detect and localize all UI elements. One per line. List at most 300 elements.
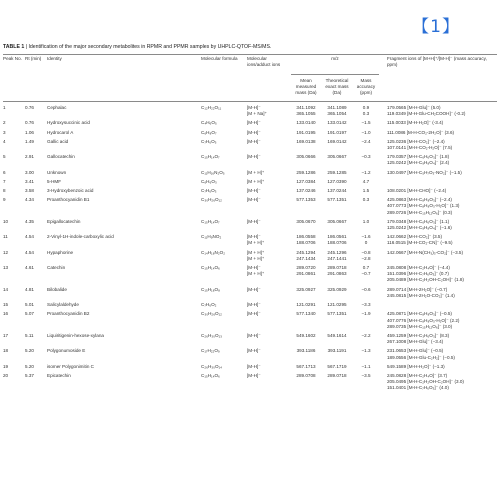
mass-accuracy: −1.9 [361,311,371,317]
theoretical-mass: 567.1719 [327,363,347,369]
mean-mass-cell [291,105,321,117]
mass-accuracy-cell [353,219,379,231]
mean-mass-cell [291,250,321,262]
fragment-cell [379,373,497,392]
mean-mass-cell [291,348,321,360]
ion-cell [247,234,291,246]
ion-value: [M-H]⁻ [247,372,261,378]
fragment-ion: 459.1259 [M-H-C₃H₆O₃]⁻ (8.3) [387,332,450,338]
theoretical-mass: 247.1441 [327,255,347,261]
fragment-ion: 231.0653 [M-H-Glu]⁻ (−0.5) [387,348,444,354]
table-caption-text: | Identification of the major secondary metabolites in RPMR and PPMR samples by UHPLC-QTOF-MS/MS. [24,44,272,50]
theoretical-mass: 121.0295 [327,302,347,308]
mass-accuracy-cell [353,197,379,216]
mass-accuracy: −0.6 [361,286,371,292]
fragment-ion: 289.0714 [M-H-2H₂O]⁻ (−0.7) [387,286,448,292]
molecular-formula: C₁₅H₁₄O₆ [201,372,220,378]
compound-identity: 3-Hydroxybenzoic acid [47,188,94,194]
retention-time: 4.34 [25,197,34,203]
fragment-ion: 119.0349 [M-H-Glu-CH₂COOH]⁻ (-0.2) [387,111,466,117]
mean-mass-cell [291,265,321,284]
retention-time: 5.37 [25,372,34,378]
fragment-cell [379,154,497,166]
compound-identity: Gallocatechin [47,154,75,160]
retention-time: 4.61 [25,265,34,271]
mean-mass: 137.0246 [296,188,316,194]
retention-time: 5.20 [25,363,34,369]
theoretical-mass: 259.1285 [327,169,347,175]
ion-value: [M + H]⁺ [247,249,265,255]
mass-accuracy: −2.2 [361,332,371,338]
peak-number: 8 [3,188,6,194]
ion-value: [M-H]⁻ [247,138,261,144]
fragment-ion: 289.0735 [M-H-C₁₅H₁₂O₆]⁻ (3.0) [387,323,453,329]
fragment-ion: 407.0776 [M-H-C₈H₈O₃-H₂O]⁻ (2.2) [387,317,460,323]
compound-identity: Hydrocarol A [47,129,74,135]
fragment-cell [379,197,497,216]
row-spacer [3,392,497,395]
retention-time: 1.06 [25,129,34,135]
ion-value: [M-H]⁻ [247,348,261,354]
ion-value: [M-H]⁻ [247,286,261,292]
ion-value: [M + H]⁺ [247,271,265,277]
mean-mass: 291.0861 [296,271,316,277]
theoretical-mass-cell [321,265,353,284]
mass-accuracy-cell [353,139,379,151]
compound-identity: Epicatechin [47,372,71,378]
theoretical-mass-cell [321,154,353,166]
fragment-ion: 425.0863 [M-H-C₈H₈O₃]⁻ (−2.4) [387,197,452,203]
mass-accuracy-cell [353,373,379,392]
mean-mass-cell [291,333,321,345]
ion-value: [M-H]⁻ [247,120,261,126]
fragment-ion: 142.0662 [M-H-CO₂]⁻ (3.5) [387,234,443,240]
theoretical-mass: 289.0718 [327,372,347,378]
compound-identity: Liquiritigenin-hexose-xylana [47,332,104,338]
fragment-ion: 549.1589 [M-H-H₂O]⁻ (−1.3) [387,363,445,369]
peak-number: 17 [3,332,9,338]
peak-number: 4 [3,138,6,144]
ion-value: [M-H]⁻ [247,218,261,224]
ion-cell [247,154,291,166]
peak-number: 1 [3,105,6,111]
retention-time: 4.81 [25,286,34,292]
compound-identity: Hydroxysuccinic acid [47,120,90,126]
compound-identity: Salicylaldehyde [47,302,79,308]
ion-value: [M-H]⁻ [247,265,261,271]
mass-accuracy: −1.5 [361,120,371,126]
fragment-ion: 179.0357 [M-H-C₆H₆O₃]⁻ (1.8) [387,154,450,160]
compound-identity: Cephalac [47,105,67,111]
retention-time: 5.20 [25,348,34,354]
table-row [3,219,497,231]
ion-value: [M + H]⁺ [247,169,265,175]
table-row [3,120,497,126]
mass-accuracy: −0.8 [361,249,371,255]
compound-identity: Unknown [47,169,67,175]
mass-accuracy: −1.3 [361,348,371,354]
mass-accuracy: 0.7 [362,265,370,271]
theoretical-mass: 305.0667 [327,154,347,160]
peak-number: 10 [3,218,9,224]
ion-value: [M-H]⁻ [247,129,261,135]
theoretical-mass: 245.1296 [327,249,347,255]
fragment-ion: 245.0815 [M-H-2H₂O-CO₂]⁻ (1.4) [387,292,455,298]
theoretical-mass: 325.0929 [327,286,347,292]
fragment-ion: 151.0401 [M-H-C₇H₆O₃]⁻ (4.0) [387,385,449,391]
theoretical-mass: 365.1054 [327,111,347,117]
theoretical-mass: 188.0706 [327,240,347,246]
mass-accuracy: −0.3 [361,154,371,160]
fragment-cell [379,234,497,246]
mass-accuracy-cell [353,154,379,166]
molecular-formula: C₇H₆O₃ [201,188,217,194]
peak-number: 12 [3,249,9,255]
mass-accuracy: −2.4 [361,138,371,144]
fragment-ion: 115.0033 [M-H-H₂O]⁻ (-3.4) [387,120,444,126]
mean-mass: 577.1340 [296,311,316,317]
ion-value: [M-H]⁻ [247,311,261,317]
molecular-formula: C₁₄H₁₈N₂O₂ [201,249,225,255]
fragment-ion: 151.0396 [M-H-C₇H₆O₃]⁻ (0.7) [387,271,449,277]
table-row [3,154,497,166]
retention-time: 4.54 [25,234,34,240]
theoretical-mass: 549.1614 [327,332,347,338]
mean-mass: 393.1186 [296,348,316,354]
molecular-formula: C₃₀H₂₆O₁₂ [201,311,222,317]
ion-value: [M + H]⁺ [247,240,265,246]
mean-mass-cell [291,311,321,330]
fragment-ion: 125.0242 [M-H-C₉H₈O₄]⁻ (−1.6) [387,225,452,231]
mass-accuracy: −2.8 [361,255,371,261]
compound-identity: Proanthocyanidin B2 [47,311,90,317]
ion-value: [M + H]⁺ [247,255,265,261]
compound-identity: Epigallocatechin [47,218,81,224]
fragment-cell [379,250,497,262]
molecular-formula: C₁₅H₁₄O₇ [201,154,220,160]
peak-number: 5 [3,154,6,160]
fragment-ion: 205.0495 [M-H-C₂H₂OH-C₂OH]⁻ (3.0) [387,379,464,385]
fragment-ion: 130.0497 [M-H-C₅H₇O₃-NO₂]⁻ (−1.5) [387,169,462,175]
peak-number: 2 [3,120,6,126]
fragment-cell [379,105,497,117]
table-row [3,188,497,194]
theoretical-mass-cell [321,250,353,262]
mean-mass-cell [291,197,321,216]
table-row [3,250,497,262]
fragment-cell [379,265,497,284]
molecular-formula: C₆H₈O₇ [201,129,217,135]
theoretical-mass: 393.1191 [327,348,347,354]
compound-identity: Proanthocyanidin B1 [47,197,90,203]
ion-cell [247,250,291,262]
retention-time: 0.76 [25,105,34,111]
mass-accuracy-cell [353,287,379,299]
fragment-ion: 289.0726 [M-H-C₁₅H₁₂O₆]⁻ (0.3) [387,209,453,215]
compound-identity: Hypaphorine [47,249,74,255]
ion-value: [M-H]⁻ [247,234,261,240]
compound-identity: Polygonumoside E [47,348,86,354]
col-fragments: Fragment ions of [M+H]⁺/[M-H]⁻ (mass accuracy, ppm) [387,56,487,68]
theoretical-mass-cell [321,234,353,246]
ion-value: [M + Na]⁺ [247,111,267,117]
peak-number: 6 [3,169,6,175]
molecular-formula: C₁₇H₂₂O₉ [201,348,220,354]
fragment-ion: 125.0242 [M-H-C₉H₈O₄]⁻ (2.4) [387,160,450,166]
theoretical-mass: 577.1351 [327,197,347,203]
compound-identity: Bilobalide [47,286,67,292]
ion-value: [M-H]⁻ [247,332,261,338]
fragment-ion: 108.0201 [M-H-CHO]⁻ (−2.4) [387,188,447,194]
mass-accuracy: 0.3 [362,111,370,117]
molecular-formula: C₂₆H₃₀O₁₄ [201,363,223,369]
theoretical-mass: 305.0667 [327,218,347,224]
retention-time: 5.11 [25,332,34,338]
molecular-formula: C₇H₆O₅ [201,138,217,144]
theoretical-mass: 137.0244 [327,188,347,194]
peak-number: 13 [3,265,9,271]
ion-cell [247,287,291,299]
mean-mass: 305.0666 [296,154,316,160]
molecular-formula: C₁₂H₂₂O₁₁ [201,105,222,111]
mass-accuracy: 0.9 [362,105,370,111]
ion-value: [M-H]⁻ [247,188,261,194]
col-mz: m/z [331,56,339,61]
ion-cell [247,265,291,284]
retention-time: 5.01 [25,302,34,308]
ion-value: [M-H]⁻ [247,363,261,369]
mass-accuracy-cell [353,250,379,262]
mass-accuracy: 0 [364,240,368,246]
fragment-ion: 267.1008 [M-H-Glu]⁻ (−3.4) [387,339,444,345]
mean-mass: 169.0138 [296,138,316,144]
mean-mass-cell [291,287,321,299]
ion-value: [M-H]⁻ [247,105,261,111]
mass-accuracy: 4.7 [362,178,370,184]
col-ion: Molecular ions/adduct ions [247,56,281,68]
theoretical-mass: 186.0561 [327,234,347,240]
theoretical-mass: 127.0390 [327,178,347,184]
fragment-ion: 179.0348 [M-H-C₆H₆O₃]⁻ (1.1) [387,218,450,224]
molecular-formula: C₁₅H₁₄O₇ [201,218,220,224]
table-row [3,197,497,216]
ion-cell [247,348,291,360]
theoretical-mass: 169.0142 [327,138,347,144]
mean-mass: 188.0706 [296,240,316,246]
peak-number: 3 [3,129,6,135]
theoretical-mass-cell [321,311,353,330]
fragment-ion: 407.0773 [M-H-C₈H₈O₃-H₂O]⁻ (1.3) [387,203,460,209]
mean-mass: 186.0558 [296,234,316,240]
retention-time: 3.00 [25,169,34,175]
mean-mass: 133.0140 [296,120,316,126]
theoretical-mass-cell [321,219,353,231]
metabolite-table [3,56,497,395]
peak-number: 20 [3,372,9,378]
ion-value: [M + H]⁺ [247,178,265,184]
peak-number: 7 [3,178,6,184]
retention-time: 3.41 [25,178,34,184]
mean-mass: 289.0708 [296,372,316,378]
mass-accuracy: −1.0 [361,129,371,135]
compound-identity: Gallic acid [47,138,69,144]
fragment-ion: 205.0489 [M-H-C₂H₂OH-C₂OH]⁻ (1.8) [387,277,464,283]
fragment-cell [379,311,497,330]
fragment-ion: 142.0667 [M-H-N(CH₃)₃-CO₂]⁻ (−3.5) [387,249,463,255]
table-top-rule [3,54,497,55]
fragment-ion: 189.0556 [M-H-Glu-C₂H₂]⁻ (−0.5) [387,354,455,360]
fragment-cell [379,139,497,151]
molecular-formula: C₁₅H₁₈O₈ [201,286,220,292]
ion-cell [247,373,291,392]
table-row [3,265,497,284]
mean-mass: 341.1092 [296,105,316,111]
mean-mass: 577.1353 [296,197,316,203]
fragment-cell [379,348,497,360]
molecular-formula: C₁₁H₉NO₂ [201,234,222,240]
mass-accuracy: 1.5 [362,188,370,194]
ion-value: [M-H]⁻ [247,302,261,308]
theoretical-mass-cell [321,333,353,345]
table-row [3,311,497,330]
theoretical-mass-cell [321,287,353,299]
mean-mass: 289.0720 [296,265,316,271]
table-row [3,105,497,117]
fragment-ion: 425.0871 [M-H-C₈H₈O₃]⁻ (−0.5) [387,311,452,317]
mean-mass-cell [291,154,321,166]
ion-value: [M-H]⁻ [247,154,261,160]
mean-mass-cell [291,373,321,392]
theoretical-mass: 341.1089 [327,105,347,111]
mean-mass: 259.1286 [296,169,316,175]
theoretical-mass: 289.0718 [327,265,347,271]
fragment-ion: 125.0236 [M-H-CO₂]⁻ (−2.4) [387,138,445,144]
theoretical-mass: 577.1351 [327,311,347,317]
mass-accuracy: −1.6 [361,234,371,240]
mean-mass: 365.1055 [296,111,316,117]
mass-accuracy-cell [353,348,379,360]
mass-accuracy: 1.0 [362,218,370,224]
compound-identity: Catechin [47,265,66,271]
peak-number: 11 [3,234,8,240]
col-formula: Molecular formula [201,56,238,61]
mean-mass: 247.1434 [296,255,316,261]
ion-cell [247,333,291,345]
mean-mass-cell [291,234,321,246]
theoretical-mass-cell [321,197,353,216]
peak-number: 15 [3,302,9,308]
mean-mass: 121.0291 [296,302,316,308]
col-theoretical-mass: Theoretical exact mass (Da) [321,74,353,96]
mean-mass: 127.0384 [296,178,316,184]
retention-time: 3.58 [25,188,34,194]
table-caption-label: TABLE 1 [3,44,25,50]
table-row [3,364,497,370]
peak-number: 14 [3,286,9,292]
fragment-ion: 179.0565 [M-H-Glu]⁻ (5.0) [387,105,441,111]
ion-cell [247,105,291,117]
mass-accuracy: 0.3 [362,197,370,203]
mass-accuracy-cell [353,333,379,345]
mean-mass: 191.0195 [296,129,316,135]
table-row [3,333,497,345]
fragment-cell [379,287,497,299]
col-mean-mass: Mean measured mass (Da) [291,74,321,96]
ion-cell [247,219,291,231]
compound-identity: 2-Vinyl-1H-indole-carboxylic acid [47,234,114,240]
ion-cell [247,197,291,216]
fragment-ion: 245.0828 [M-H-C₂H₄O]⁻ (3.7) [387,372,448,378]
ion-cell [247,311,291,330]
retention-time: 5.07 [25,311,34,317]
peak-number: 18 [3,348,9,354]
theoretical-mass-cell [321,373,353,392]
molecular-formula: C₄H₆O₅ [201,120,217,126]
compound-identity: 5-HMF [47,178,62,184]
retention-time: 0.76 [25,120,34,126]
table-row [3,139,497,151]
theoretical-mass-cell [321,348,353,360]
mass-accuracy: −1.1 [361,363,371,369]
peak-number: 9 [3,197,6,203]
molecular-formula: C₁₁H₁₆N₂O₅ [201,169,225,175]
mass-accuracy: −0.7 [361,271,371,277]
mean-mass-cell [291,139,321,151]
theoretical-mass-cell [321,105,353,117]
fragment-cell [379,219,497,231]
mean-mass: 549.1602 [296,332,316,338]
mass-accuracy: −3.3 [361,302,371,308]
peak-number: 19 [3,363,9,369]
mass-accuracy: −3.5 [361,372,371,378]
compound-identity: isomer Polygonimitin C [47,363,94,369]
mass-accuracy-cell [353,265,379,284]
retention-time: 4.54 [25,249,34,255]
col-mass-accuracy: Mass accuracy (ppm) [353,74,379,96]
col-identity: Identity [47,56,62,61]
mass-accuracy: −1.2 [361,169,371,175]
fragment-ion: 245.0808 [M-H-C₂H₄O]⁻ (−4.4) [387,265,450,271]
col-peak: Peak No. [3,56,22,61]
fragment-ion: 111.0086 [M-H-CO₂-2H₂O]⁻ (3.6) [387,129,455,135]
table-row [3,287,497,299]
retention-time: 2.91 [25,154,34,160]
mass-accuracy-cell [353,234,379,246]
theoretical-mass: 133.0142 [327,120,347,126]
reference-tag: 【1】 [412,17,460,37]
table-caption [3,44,497,50]
table-row [3,348,497,360]
mass-accuracy-cell [353,311,379,330]
peak-number: 16 [3,311,9,317]
mean-mass: 567.1713 [296,363,316,369]
fragment-ion: 107.0141 [M-H-CO₂-H₂O]⁻ (7.5) [387,145,453,151]
molecular-formula: C₇H₆O₂ [201,302,217,308]
mass-accuracy-cell [353,105,379,117]
ion-value: [M-H]⁻ [247,197,261,203]
theoretical-mass-cell [321,139,353,151]
table-row [3,373,497,392]
mean-mass-cell [291,219,321,231]
retention-time: 4.35 [25,218,34,224]
molecular-formula: C₃₀H₂₆O₁₂ [201,197,222,203]
mean-mass: 305.0670 [296,218,316,224]
fragment-cell [379,333,497,345]
table-row [3,234,497,246]
retention-time: 1.49 [25,138,34,144]
mean-mass: 245.1294 [296,249,316,255]
molecular-formula: C₆H₆O₃ [201,178,217,184]
